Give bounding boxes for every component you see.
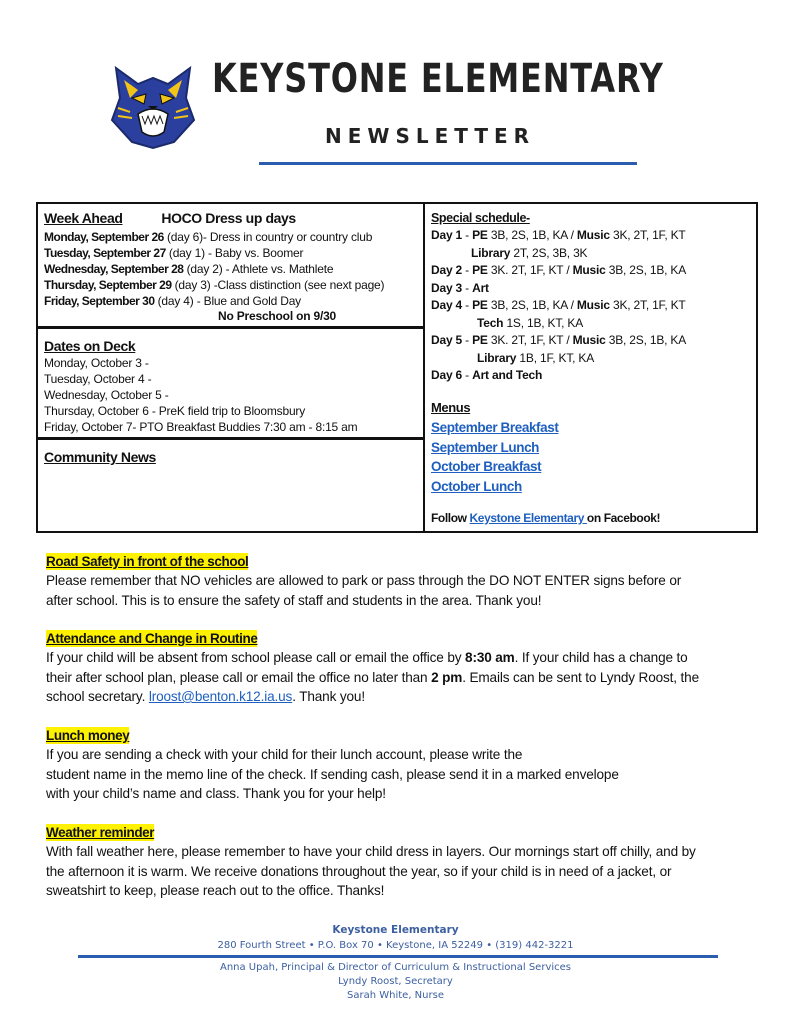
schedule-day-5: Day 5 - PE 3K. 2T, 1F, KT / Music 3B, 2S, 1B, KA [431,333,687,347]
notice-line: sweatshirt to keep, please reach out to the office. Thanks! [46,883,385,898]
notice-line: If your child will be absent from school please call or email the office by 8:30 am. If your child has a change to [46,650,688,665]
footer-staff-nurse: Sarah White, Nurse [347,990,444,1001]
community-news-heading: Community News [44,449,156,465]
wildcat-logo-icon [108,58,198,150]
schedule-day-6: Day 6 - Art and Tech [431,368,543,382]
menu-link-october-lunch[interactable]: October Lunch [431,478,522,494]
footer-divider [78,955,718,958]
newsletter-subtitle: NEWSLETTER [325,124,536,148]
footer-address: 280 Fourth Street • P.O. Box 70 • Keystone, IA 52249 • (319) 442-3221 [217,940,574,951]
menus-heading: Menus [431,400,471,415]
road-safety-heading: Road Safety in front of the school [46,554,249,569]
menu-link-september-breakfast[interactable]: September Breakfast [431,420,559,435]
road-safety-notice [46,553,681,610]
notice-line: their after school plan, please call or email the office no later than 2 pm. Emails can be sent to Lyndy Roost, the [46,669,700,685]
week-ahead-heading: Week Ahead [44,210,123,226]
special-schedule-heading: Special schedule- [431,211,530,225]
facebook-link[interactable]: Keystone Elementary [469,511,587,525]
schedule-day-4-tech: Tech 1S, 1B, KT, KA [477,315,584,330]
notice-line: the afternoon it is warm. We receive donations throughout the year, so if your child is in need of a jacket, or [46,863,672,879]
lunch-money-heading: Lunch money [46,728,130,743]
notice-line: If you are sending a check with your child for their lunch account, please write the [46,747,523,762]
weather-notice [46,824,696,901]
lunch-money-notice [46,727,619,804]
schedule-day-1: Day 1 - PE 3B, 2S, 1B, KA / Music 3K, 2T, 1F, KT [431,228,686,242]
date-item: Thursday, October 6 - PreK field trip to Bloomsbury [44,404,306,418]
schedule-day-2: Day 2 - PE 3K. 2T, 1F, KT / Music 3B, 2S, 1B, KA [431,263,687,277]
newsletter-title: KEYSTONE ELEMENTARY [212,56,664,102]
footer-staff-secretary: Lyndy Roost, Secretary [338,976,453,987]
attendance-notice [46,630,699,707]
date-item: Wednesday, October 5 - [44,388,169,402]
weather-heading: Weather reminder [46,825,155,840]
notice-line: with your child’s name and class. Thank you for your help! [46,786,386,801]
week-day-row: Thursday, September 29 (day 3) -Class distinction (see next page) [44,278,385,292]
footer-staff-principal: Anna Upah, Principal & Director of Curriculum & Instructional Services [219,962,571,973]
secretary-email-link[interactable]: lroost@benton.k12.ia.us [148,689,293,704]
community-news-box [36,438,425,533]
date-item: Monday, October 3 - [44,356,149,370]
week-day-row: Friday, September 30 (day 4) - Blue and Gold Day [44,294,301,308]
notice-line: school secretary. lroost@benton.k12.ia.us. Thank you! [46,689,365,704]
dates-on-deck-heading: Dates on Deck [44,338,136,354]
special-schedule-box [423,202,758,533]
week-day-row: Wednesday, September 28 (day 2) - Athlete vs. Mathlete [44,262,334,276]
header-divider [259,162,637,165]
schedule-day-1-library: Library 2T, 2S, 3B, 3K [471,245,588,260]
notice-line: Please remember that NO vehicles are allowed to park or pass through the DO NOT ENTER signs before or [46,573,682,588]
notice-line: student name in the memo line of the check. If sending cash, please send it in a marked envelope [46,766,619,782]
footer-school-name: Keystone Elementary [332,924,459,936]
follow-facebook-line: Follow Keystone Elementary on Facebook! [431,511,661,525]
no-preschool-note: No Preschool on 9/30 [218,309,337,323]
week-day-row: Tuesday, September 27 (day 1) - Baby vs. Boomer [44,246,304,260]
schedule-day-4: Day 4 - PE 3B, 2S, 1B, KA / Music 3K, 2T, 1F, KT [431,298,686,312]
notice-line: after school. This is to ensure the safety of staff and students in the area. Thank you! [46,592,542,608]
menu-link-october-breakfast[interactable]: October Breakfast [431,459,542,474]
dates-on-deck-box [36,327,425,439]
attendance-heading: Attendance and Change in Routine [46,631,258,646]
schedule-day-3: Day 3 - Art [431,280,489,295]
date-item: Friday, October 7- PTO Breakfast Buddies 7:30 am - 8:15 am [44,420,358,434]
menu-link-september-lunch[interactable]: September Lunch [431,439,540,455]
notice-line: With fall weather here, please remember to have your child dress in layers. Our mornings start off chilly, and by [46,844,696,859]
date-item: Tuesday, October 4 - [44,372,152,386]
week-ahead-box [36,202,425,328]
week-ahead-subheading: HOCO Dress up days [161,210,296,226]
week-day-row: Monday, September 26 (day 6)- Dress in country or country club [44,230,373,244]
schedule-day-5-library: Library 1B, 1F, KT, KA [477,350,594,365]
